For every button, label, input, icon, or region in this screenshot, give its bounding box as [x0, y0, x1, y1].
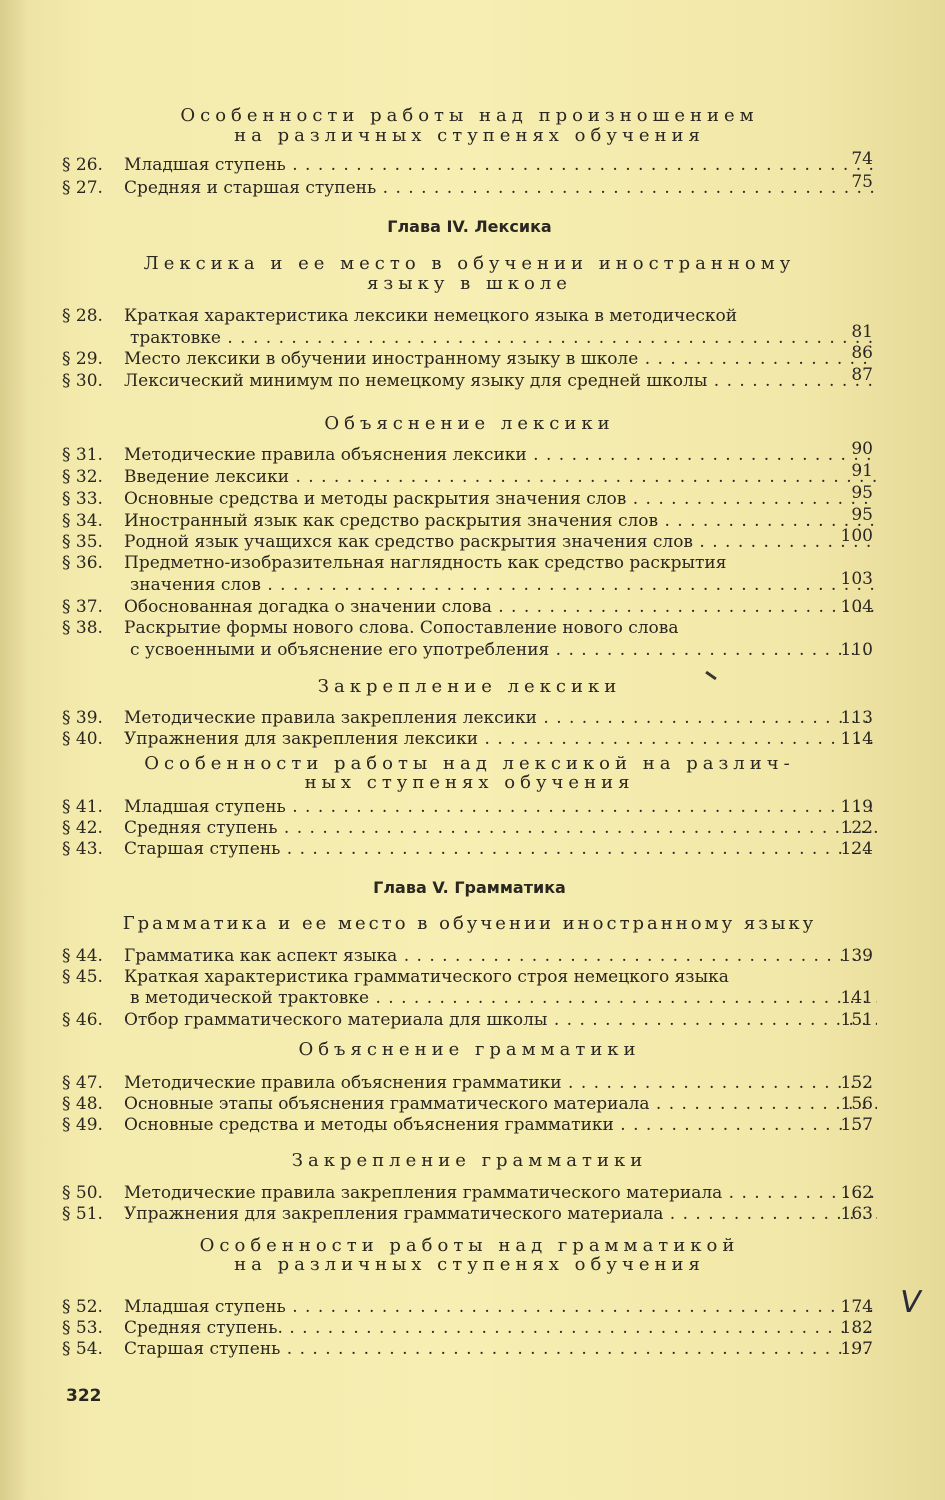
entry-page: 100: [840, 526, 873, 546]
entry-title: Лексический минимум по немецкому языку для средней школы . . .: [124, 371, 877, 391]
toc-entry[interactable]: [62, 597, 877, 617]
entry-title: Основные этапы объяснения грамматического материала . . .: [124, 1094, 877, 1114]
entry-number: § 48.: [62, 1094, 103, 1114]
entry-page: 124: [840, 839, 873, 859]
entry-number: § 41.: [62, 797, 103, 817]
entry-title: Краткая характеристика грамматического строя немецкого языка: [124, 967, 729, 987]
toc-entry[interactable]: [62, 1297, 877, 1317]
section-heading: на различных ступенях обучения: [234, 125, 705, 146]
entry-title: Раскрытие формы нового слова. Сопоставление нового слова: [124, 618, 679, 638]
handwritten-check-mark: V: [896, 1285, 924, 1320]
entry-page: 91: [851, 461, 873, 481]
entry-title: Средняя ступень . . .: [124, 818, 877, 838]
toc-entry[interactable]: [62, 1339, 877, 1359]
toc-entry[interactable]: [62, 149, 877, 175]
chapter-title: Глава IV. Лексика: [387, 217, 552, 236]
entry-title: Младшая ступень . . .: [124, 797, 877, 817]
entry-page: 81: [851, 322, 873, 342]
toc-entry[interactable]: [62, 1073, 877, 1093]
entry-title: Основные средства и методы раскрытия значения слов . . .: [124, 489, 877, 509]
entry-page: 122: [840, 818, 873, 838]
toc-entry[interactable]: [62, 1318, 877, 1338]
entry-number: § 33.: [62, 489, 103, 509]
entry-page: 74: [851, 149, 873, 169]
entry-page: 95: [851, 505, 873, 525]
entry-page: 157: [840, 1115, 873, 1135]
entry-title: Старшая ступень . . .: [124, 1339, 877, 1359]
entry-page: 156: [840, 1094, 873, 1114]
toc-entry[interactable]: [62, 967, 877, 987]
chapter-title: Глава V. Грамматика: [373, 878, 566, 897]
entry-number: § 31.: [62, 445, 103, 465]
entry-title: Иностранный язык как средство раскрытия значения слов . . .: [124, 511, 877, 531]
entry-number: § 54.: [62, 1339, 103, 1359]
entry-number: § 30.: [62, 371, 103, 391]
entry-title: Младшая ступень . . .: [124, 1297, 877, 1317]
toc-entry[interactable]: [62, 797, 877, 817]
toc-entry[interactable]: [62, 439, 877, 465]
toc-entry[interactable]: [62, 526, 877, 552]
entry-page: 104: [840, 597, 873, 617]
page-number: 322: [66, 1386, 102, 1406]
section-heading: Особенности работы над лексикой на различ-: [144, 753, 795, 774]
entry-number: § 53.: [62, 1318, 103, 1338]
toc-entry[interactable]: [62, 946, 877, 966]
entry-page: 119: [840, 797, 873, 817]
entry-number: § 44.: [62, 946, 103, 966]
entry-number: § 38.: [62, 618, 103, 638]
section-heading: Закрепление лексики: [317, 676, 622, 697]
entry-page: 103: [840, 569, 873, 589]
entry-title: Методические правила закрепления грамматического материала . . .: [124, 1183, 877, 1203]
entry-number: § 43.: [62, 839, 103, 859]
entry-page: 139: [840, 946, 873, 966]
entry-number: § 35.: [62, 532, 103, 552]
toc-entry[interactable]: [62, 1115, 877, 1135]
entry-page: 197: [840, 1339, 873, 1359]
section-heading: языку в школе: [367, 273, 572, 294]
section-heading: Грамматика и ее место в обучении иностранному языку: [122, 913, 817, 934]
toc-entry[interactable]: [62, 553, 877, 573]
toc-entry[interactable]: [62, 505, 877, 531]
entry-number: § 27.: [62, 178, 103, 198]
entry-title-continued: в методической трактовке . . .: [130, 988, 877, 1008]
entry-number: § 46.: [62, 1010, 103, 1030]
entry-title: Средняя ступень. . . .: [124, 1318, 877, 1338]
page-edge-shadow: [0, 0, 28, 1500]
entry-title: Место лексики в обучении иностранному языку в школе . . .: [124, 349, 877, 369]
entry-title: Методические правила закрепления лексики . . .: [124, 708, 877, 728]
toc-entry[interactable]: [62, 818, 877, 838]
entry-number: § 26.: [62, 155, 103, 175]
toc-entry[interactable]: [62, 1094, 877, 1114]
entry-page: 114: [840, 729, 873, 749]
entry-title: Введение лексики . . .: [124, 467, 877, 487]
entry-title: Методические правила объяснения лексики . . .: [124, 445, 877, 465]
entry-number: § 52.: [62, 1297, 103, 1317]
section-heading: на различных ступенях обучения: [234, 1254, 705, 1275]
entry-page: 162: [840, 1183, 873, 1203]
toc-entry[interactable]: [62, 306, 877, 326]
entry-title: Средняя и старшая ступень . . .: [124, 178, 877, 198]
entry-number: § 39.: [62, 708, 103, 728]
entry-number: § 42.: [62, 818, 103, 838]
entry-number: § 34.: [62, 511, 103, 531]
entry-title: Методические правила объяснения грамматики . . .: [124, 1073, 877, 1093]
toc-entry[interactable]: [62, 365, 877, 391]
section-heading: Закрепление грамматики: [291, 1150, 648, 1171]
toc-entry[interactable]: [62, 1010, 877, 1030]
section-heading: Объяснение лексики: [324, 413, 615, 434]
entry-page: 75: [851, 172, 873, 192]
entry-title: Предметно-изобразительная наглядность как средство раскрытия: [124, 553, 727, 573]
section-heading: Особенности работы над грамматикой: [199, 1235, 740, 1256]
entry-number: § 45.: [62, 967, 103, 987]
entry-number: § 51.: [62, 1204, 103, 1224]
entry-title: Краткая характеристика лексики немецкого языка в методической: [124, 306, 738, 326]
entry-number: § 50.: [62, 1183, 103, 1203]
entry-page: 182: [840, 1318, 873, 1338]
toc-entry[interactable]: [62, 1183, 877, 1203]
entry-page: 163: [840, 1204, 873, 1224]
entry-title: Основные средства и методы объяснения грамматики . . .: [124, 1115, 877, 1135]
toc-entry[interactable]: [62, 461, 877, 487]
entry-number: § 36.: [62, 553, 103, 573]
toc-entry[interactable]: [62, 483, 877, 509]
entry-title-continued: значения слов . . .: [130, 575, 877, 595]
entry-number: § 47.: [62, 1073, 103, 1093]
entry-page: 87: [851, 365, 873, 385]
entry-title: Обоснованная догадка о значении слова . . .: [124, 597, 877, 617]
toc-entry[interactable]: [62, 729, 877, 749]
entry-number: § 37.: [62, 597, 103, 617]
entry-title: Грамматика как аспект языка . . .: [124, 946, 877, 966]
entry-page: 141: [840, 988, 873, 1008]
entry-page: 152: [840, 1073, 873, 1093]
entry-page: 174: [840, 1297, 873, 1317]
entry-page: 110: [840, 640, 873, 660]
entry-number: § 49.: [62, 1115, 103, 1135]
entry-title: Отбор грамматического материала для школы . . .: [124, 1010, 877, 1030]
toc-entry-continuation[interactable]: [62, 988, 877, 1008]
section-heading: ных ступенях обучения: [304, 772, 635, 793]
toc-entry[interactable]: [62, 618, 877, 638]
toc-entry[interactable]: [62, 1204, 877, 1224]
toc-entry-continuation[interactable]: [62, 322, 877, 348]
entry-number: § 40.: [62, 729, 103, 749]
toc-entry[interactable]: [62, 172, 877, 198]
entry-title: Старшая ступень . . .: [124, 839, 877, 859]
entry-title: Родной язык учащихся как средство раскрытия значения слов . . .: [124, 532, 877, 552]
entry-number: § 32.: [62, 467, 103, 487]
entry-title-continued: с усвоенными и объяснение его употребления . . .: [130, 640, 877, 660]
entry-page: 151: [840, 1010, 873, 1030]
toc-entry-continuation[interactable]: [62, 640, 877, 660]
section-heading: Объяснение грамматики: [298, 1039, 641, 1060]
entry-number: § 29.: [62, 349, 103, 369]
entry-title: Упражнения для закрепления грамматического материала . . .: [124, 1204, 877, 1224]
entry-title: Младшая ступень . . .: [124, 155, 877, 175]
toc-entry-continuation[interactable]: [62, 569, 877, 595]
entry-page: 95: [851, 483, 873, 503]
section-heading: Особенности работы над произношением: [180, 105, 759, 126]
toc-entry[interactable]: [62, 343, 877, 369]
entry-page: 113: [840, 708, 873, 728]
toc-entry[interactable]: [62, 708, 877, 728]
entry-page: 90: [851, 439, 873, 459]
toc-entry[interactable]: [62, 839, 877, 859]
entry-page: 86: [851, 343, 873, 363]
section-heading: Лексика и ее место в обучении иностранному: [143, 253, 796, 274]
entry-number: § 28.: [62, 306, 103, 326]
entry-title-continued: трактовке . . .: [130, 328, 877, 348]
entry-title: Упражнения для закрепления лексики . . .: [124, 729, 877, 749]
